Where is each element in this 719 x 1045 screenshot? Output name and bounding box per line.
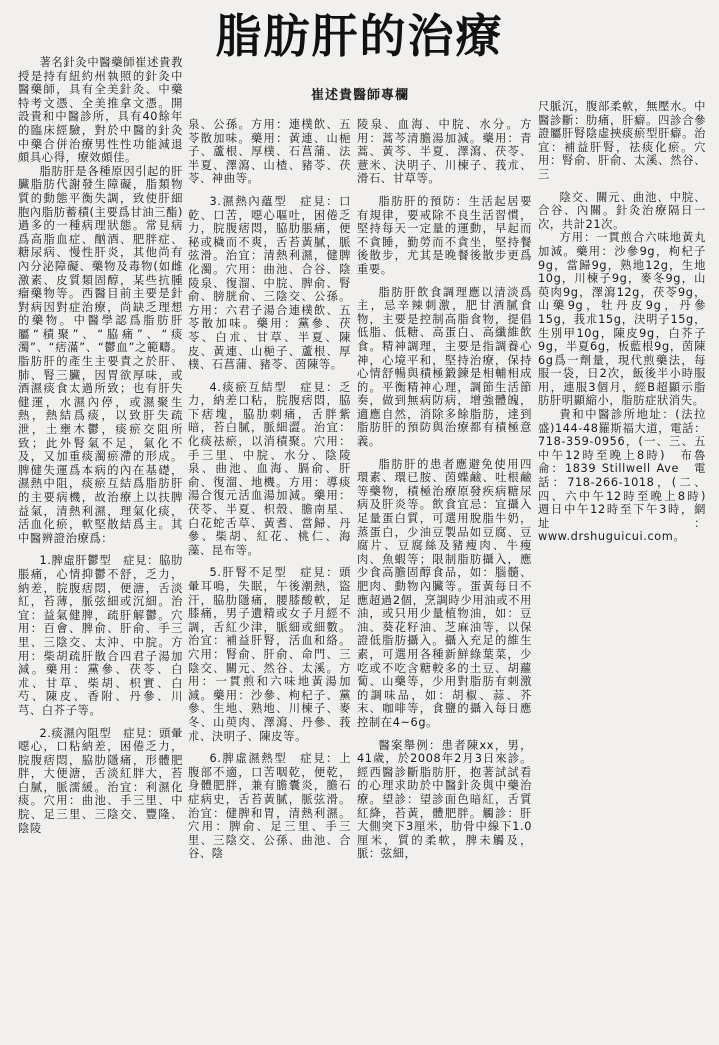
article-title: 脂肪肝的治療: [215, 9, 504, 63]
text-column-1: [18, 56, 183, 1041]
byline-container: [230, 84, 490, 115]
paragraph: 尺脈沉，腹部柔軟，無壓水。中醫診斷：肋痛，肝癖。四診合參證屬肝腎陰虛挾痰瘀型肝癖。治宜：補益肝腎，祛痰化瘀。穴用：腎俞、肝俞、太溪、然谷、三: [538, 100, 706, 181]
paragraph: 1.脾虛肝鬱型 症見：脇肋脹痛，心情抑鬱不舒，乏力，納差，脘腹痞悶，便溏，舌淡紅，苔薄，脈弦細或沉細。治宜：益氣健脾，疏肝解鬱。穴用：百會、脾俞、肝俞、手三里、三陰交、太沖、中脘。方用：柴胡疏肝散合四君子湯加減。藥用：黨參、茯苓、白朮、甘草、柴胡、枳實、白芍、陳皮、香附、丹參、川芎、白芥子等。: [18, 554, 183, 717]
paragraph: 脂肪肝是各種原因引起的肝臟脂肪代謝發生障礙，脂類物質的動態平衡失調，致使肝細胞內脂肪蓄積(主要爲甘油三酯)過多的一種病理狀態。常見病爲高脂血症、酗酒、肥胖症、糖尿病、慢性肝炎，其他尚有內分泌障礙、藥物及毒物(如雌激素、皮質類固醇，某些抗腫瘤藥物等。西醫目前主要是針對病因對症治療，尚缺乏理想的藥物。中醫學認爲脂肪肝屬“積聚”、“脇痛”、“痰濁”、“痞滿”、“鬱血”之範疇。脂肪肝的產生主要責之於肝、肺、腎三臟，因胃欲厚味，或酒濕痰食太過所致；也有肝失健運，水濕內停，或濕聚生熱，熱結爲痰，以致肝失疏泄，土壅木鬱，痰瘀交阻所致；此外腎氣不足，氣化不及，又加重痰濁瘀滯的形成。脾健失運爲本病的內在基礎，濕熱中阻，痰瘀互結爲脂肪肝的主要病機，故治療上以扶脾益氣，清熱利濕，理氣化痰，活血化瘀，軟堅散結爲主。其中醫辨證治療爲：: [18, 164, 183, 545]
paragraph: 3.濕熱內蘊型 症見：口乾、口苦，噁心嘔吐，困倦乏力，脘腹痞悶，脇肋脹痛，便秘或穢而不爽，舌苔黃膩，脈弦滑。治宜：清熱利濕，健脾化濁。穴用：曲池、合谷、陰陵泉、復溜、中脘、脾俞、腎俞、膀胱俞、三陰交、公孫。方用：六君子湯合連樸飲、五苓散加味。藥用：黨參、茯苓、白朮、甘草、半夏、陳皮、黃連、山梔子、蘆根、厚樸、石菖蒲、豬苓、茵陳等。: [188, 194, 351, 372]
paragraph: 醫案舉例：患者陳xx，男，41歲，於2008年2月3日來診。經西醫診斷脂肪肝，抱著試試看的心理求助於中醫針灸與中藥治療。望診：望診面色暗紅，舌質紅絳，苔黃，體肥胖。觸診：肝大側突下3厘米，肋骨中線下1.0厘米，質的柔軟，脾未觸及，脈：弦細，: [357, 738, 532, 861]
paragraph: 陰交、關元、曲池、中脘、合谷、內關。針灸治療隔日一次，共計21次。: [538, 190, 706, 231]
paragraph: 4.痰瘀互結型 症見：乏力，納差口粘，脘腹痞悶，脇下痞塊，脇肋刺痛，舌胖紫暗，苔白膩，脈細澀。治宜：化痰祛瘀，以消積聚。穴用：手三里、中脘、水分、陰陵泉、曲池、血海、膈俞、肝俞、復溜、地機。方用：導痰湯合復元活血湯加減。藥用：茯苓、半夏、枳殼、膽南星、白花蛇舌草、黃耆、當歸、丹參、柴胡、紅花、桃仁、海藻、昆布等。: [188, 380, 351, 557]
paragraph: 著名針灸中醫藥師崔述貴教授是持有紐約州執照的針灸中醫藥師，具有全美針灸、中藥特考文憑、全美推拿文憑。開設貴和中醫診所，具有40餘年的臨床經驗，對於中醫的針灸中藥合併治療男性性功能減退頗具心得，療效頗佳。: [18, 56, 183, 165]
paragraph: 6.脾虛濕熱型 症見：上腹部不適，口苦咽乾，便乾，身體肥胖，兼有膽囊炎，膽石症病史，舌苔黃膩，脈弦滑。治宜：健脾和胃，清熱利濕。穴用：脾俞、足三里、手三里、三陰交、公孫、曲池、合谷、陰: [188, 752, 351, 861]
paragraph: 5.肝腎不足型 症見：頭暈耳鳴，失眠，午後潮熱，盜汗，脇肋隱痛，腰膝酸軟，足膝痛，男子遺精或女子月經不調，舌紅少津，脈細或細數。治宜：補益肝腎，活血和絡。穴用：腎俞、肝俞、命門、三陰交、關元、然谷、太溪。方用：一貫煎和六味地黃湯加減。藥用：沙參、枸杞子、黨參、生地、熟地、川楝子、麥冬、山萸肉、澤瀉、丹參、莪朮、決明子、陳皮等。: [188, 566, 351, 743]
column-byline: 崔述貴醫師專欄: [310, 88, 409, 103]
text-column-4: [538, 100, 718, 1020]
paragraph: 脂肪肝的預防：生活起居要有規律，要戒除不良生活習慣，堅持每天一定量的運動，早起而不貪睡，勤勞而不貪坐，堅持餐後散步，尤其是晚餐後散步更爲重要。: [357, 194, 532, 276]
paragraph: 泉、公孫。方用：連樸飲、五苓散加味。藥用：黃連、山梔子、蘆根、厚樸、石菖蒲、法半夏、澤瀉、山楂、豬苓、茯苓、神曲等。: [188, 118, 351, 186]
paragraph: 脂肪肝飲食調理應以清淡爲主，忌辛辣刺激，肥甘酒膩食物，主要是控制高脂食物，提倡低脂、低糖、高蛋白、高纖維飲食。精神調理，主要是指調養心神，心境平和，堅持治療，保持心情舒暢與積極鍛鍊是相輔相成的。平衡精神心理，調節生活節奏，做到無病防病，增強體魄，適應自然，消除多餘脂肪，達到脂肪肝的預防與治療都有積極意義。: [357, 285, 532, 449]
clinic-address: 貴和中醫診所地址：(法拉盛)144-48羅斯福大道，電話：718-359-0956，(一、三、五中午12時至晚上8時) 布魯侖：1839 Stillwell Ave 電話：718-266-1018，(二、四、六中午12時至晚上8時) 週日中午12時至下午3時，網址：www.drshuguicui.com。: [538, 408, 718, 544]
text-column-2: [188, 118, 351, 1038]
paragraph: 2.痰濕內阻型 症見：頭暈噁心，口粘納差，困倦乏力，脘腹痞悶，脇肋隱痛，形體肥胖，大便溏，舌淡紅胖大，苔白膩，脈濡緩。治宜：利濕化痰。穴用：曲池、手三里、中脘、足三里、三陰交、豐隆、陰陵: [18, 726, 183, 835]
paragraph: 脂肪肝的患者應避免使用四環素、環已胺、茵蝶鹼、吐根鹼等藥物，積極治療原發疾病糖尿病及肝炎等。飲食宜忌：宜攝入足量蛋白質，可選用脫脂牛奶，蒸蛋白，少油豆製品如豆腐、豆腐片、豆腐絲及豬瘦肉、牛瘦肉、魚蝦等；限制脂肪攝入，應少食高膽固醇食品，如：腦髓、肥肉、動物內臟等。蛋黃每日不應超過2個，烹調時少用油或不用油，或只用少量植物油，如：豆油、葵花籽油、芝麻油等，以保證低脂肪攝入。攝入充足的維生素，可選用各種新鮮綠葉菜，少吃或不吃含糖較多的土豆、胡蘿蔔、山藥等，少用對脂肪有刺激的調味品，如：胡椒、蒜、芥末、咖啡等，食鹽的攝入每日應控制在4~6g。: [357, 457, 532, 729]
paragraph: 方用：一貫煎合六味地黃丸加減。藥用：沙參9g，枸杞子9g，當歸9g，熟地12g，生地10g，川楝子9g，麥冬9g，山萸肉9g，澤瀉12g，茯苓9g，山藥9g，牡丹皮9g，丹參15g，莪朮15g，決明子15g，生別甲10g，陳皮9g，白芥子9g，半夏6g，板藍根9g，茵陳6g爲一劑量，現代煎藥法，每服一袋，日2次，飯後半小時服用，連服3個月，經B超顯示脂肪肝明顯縮小，脂肪症狀消失。: [538, 231, 706, 408]
text-column-3: [357, 118, 532, 1038]
paragraph: 陵泉、血海、中脘、水分。方用：蒿芩清膽湯加減。藥用：青蒿、黃芩、半夏、澤瀉、茯苓、薏米、決明子、川楝子、莪朮、滑石、甘草等。: [357, 118, 532, 186]
